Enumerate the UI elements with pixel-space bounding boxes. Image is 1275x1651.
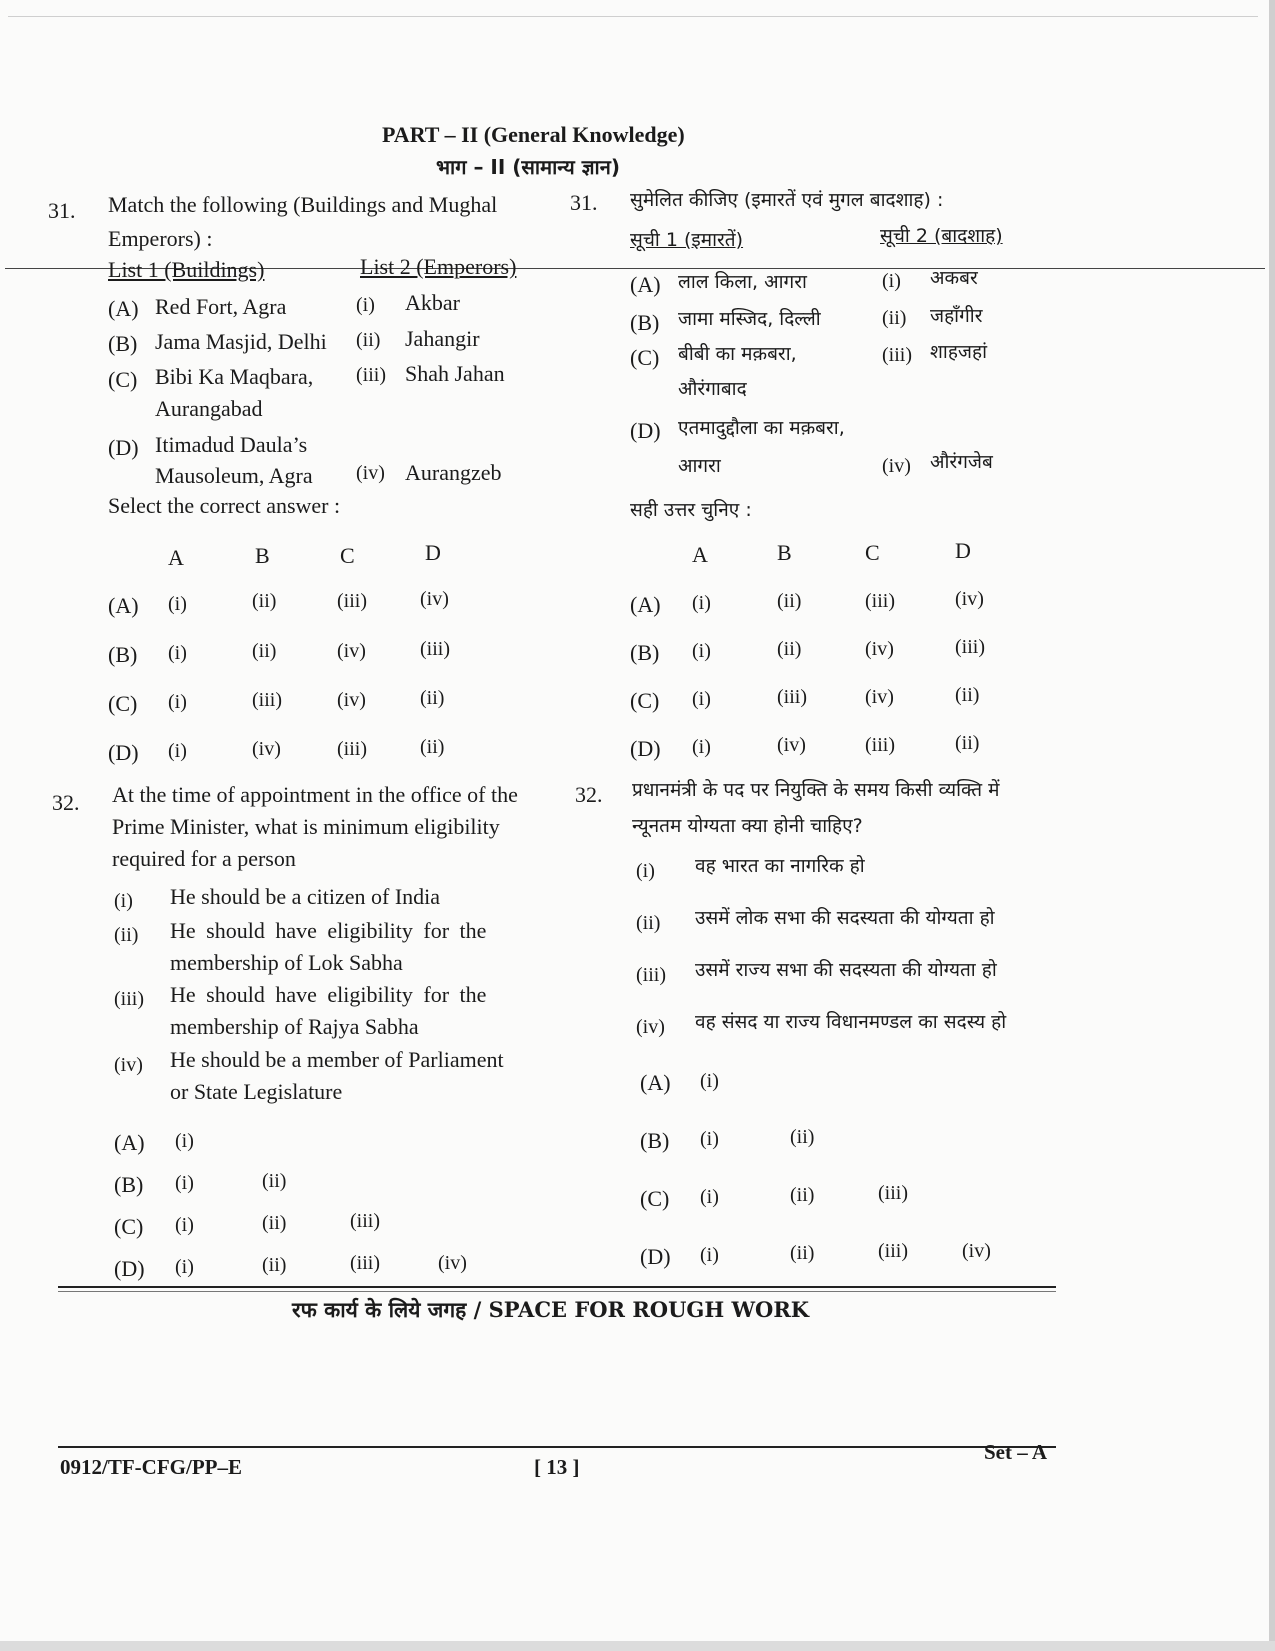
option-value: (iii) (865, 590, 895, 612)
list2-item: औरंगजेब (930, 451, 993, 473)
option-value: (i) (692, 592, 711, 614)
option-label: (B) (108, 642, 138, 667)
statement-label: (iv) (636, 1016, 665, 1038)
list2-label: (iii) (882, 344, 912, 366)
rough-work-divider-thin (58, 1291, 1056, 1292)
statement-label: (ii) (636, 912, 661, 934)
question-number: 31. (570, 190, 598, 215)
option-label: (A) (108, 593, 139, 618)
option-value: (iii) (420, 638, 450, 660)
option-value: (iii) (350, 1210, 380, 1232)
option-value: (i) (175, 1172, 194, 1194)
statement-label: (iv) (114, 1054, 143, 1076)
option-value: (i) (692, 688, 711, 710)
option-value: (iii) (350, 1252, 380, 1274)
statement-label: (ii) (114, 924, 139, 946)
question-number: 31. (48, 198, 76, 223)
question-stem: न्यूनतम योग्यता क्या होनी चाहिए? (632, 815, 863, 837)
scan-line-top (8, 16, 1258, 17)
answer-col-header: B (777, 540, 792, 565)
option-value: (i) (175, 1130, 194, 1152)
option-value: (iv) (337, 689, 366, 711)
option-value: (ii) (790, 1184, 815, 1206)
list1-item: लाल किला, आगरा (678, 271, 807, 293)
option-value: (ii) (955, 684, 980, 706)
statement-label: (iii) (636, 964, 666, 986)
question-stem: सुमेलित कीजिए (इमारतें एवं मुगल बादशाह) : (630, 189, 944, 211)
list1-item: Jama Masjid, Delhi (155, 329, 327, 354)
question-stem: At the time of appointment in the office of the (112, 782, 518, 807)
option-value: (iv) (777, 734, 806, 756)
scan-edge-bottom (0, 1641, 1275, 1651)
option-value: (i) (168, 593, 187, 615)
option-value: (ii) (777, 638, 802, 660)
option-value: (ii) (420, 736, 445, 758)
option-value: (ii) (262, 1254, 287, 1276)
list2-header: List 2 (Emperors) (360, 254, 517, 279)
list2-item: जहाँगीर (930, 305, 983, 327)
answer-col-header: C (865, 540, 880, 565)
option-value: (iii) (337, 590, 367, 612)
list2-label: (ii) (882, 307, 907, 329)
answer-col-header: C (340, 543, 355, 568)
option-label: (A) (630, 592, 661, 617)
option-label: (A) (114, 1130, 145, 1155)
page-number: [ 13 ] (534, 1455, 580, 1479)
rough-work-divider (58, 1286, 1056, 1288)
statement-text: He should be a citizen of India (170, 884, 441, 909)
list1-item: Aurangabad (155, 396, 263, 421)
list2-item: अकबर (930, 267, 978, 289)
statement-label: (i) (636, 860, 655, 882)
statement-text: उसमें लोक सभा की सदस्यता की योग्यता हो (695, 907, 995, 929)
option-label: (B) (640, 1128, 670, 1153)
list1-label: (A) (108, 296, 139, 321)
list2-item: Aurangzeb (405, 460, 502, 485)
option-label: (D) (108, 740, 139, 765)
footer-divider (58, 1446, 1056, 1448)
statement-text: membership of Lok Sabha (170, 950, 403, 975)
question-number: 32. (52, 790, 80, 815)
option-value: (i) (168, 740, 187, 762)
statement-text: or State Legislature (170, 1079, 343, 1104)
option-value: (iii) (337, 738, 367, 760)
option-label: (C) (630, 688, 660, 713)
list1-item: औरंगाबाद (678, 378, 747, 400)
list1-header: List 1 (Buildings) (108, 257, 265, 282)
statement-text: वह संसद या राज्य विधानमण्डल का सदस्य हो (695, 1011, 1007, 1033)
answer-col-header: A (692, 542, 708, 567)
question-stem: required for a person (112, 846, 296, 871)
statement-text: He should be a member of Parliament (170, 1047, 504, 1072)
option-value: (iii) (878, 1240, 908, 1262)
scan-edge-right (1269, 0, 1275, 1651)
set-label: Set – A (984, 1440, 1047, 1464)
option-value: (iv) (865, 638, 894, 660)
option-value: (ii) (252, 640, 277, 662)
option-label: (C) (108, 691, 138, 716)
list1-item: जामा मस्जिद, दिल्ली (678, 308, 821, 330)
list2-item: शाहजहां (930, 341, 988, 363)
option-value: (ii) (262, 1170, 287, 1192)
question-number: 32. (575, 782, 603, 807)
option-value: (iv) (438, 1252, 467, 1274)
statement-label: (i) (114, 890, 133, 912)
option-value: (iv) (420, 588, 449, 610)
answer-col-header: B (255, 543, 270, 568)
list1-item: एतमादुद्दौला का मक़बरा, (678, 417, 845, 439)
statement-text: उसमें राज्य सभा की सदस्यता की योग्यता हो (695, 959, 997, 981)
list1-item: बीबी का मक़बरा, (678, 343, 797, 365)
option-value: (iv) (865, 686, 894, 708)
option-label: (D) (630, 736, 661, 761)
option-value: (ii) (252, 590, 277, 612)
list1-header: सूची 1 (इमारतें) (630, 229, 744, 251)
option-value: (iv) (955, 588, 984, 610)
option-value: (iii) (252, 689, 282, 711)
list1-item: Itimadud Daula’s (155, 432, 308, 457)
option-value: (i) (168, 642, 187, 664)
footer-code: 0912/TF-CFG/PP–E (60, 1455, 242, 1479)
option-value: (iv) (252, 738, 281, 760)
option-value: (i) (700, 1186, 719, 1208)
list2-label: (i) (356, 294, 375, 316)
list1-label: (B) (108, 331, 138, 356)
list1-label: (B) (630, 310, 660, 335)
option-value: (i) (700, 1244, 719, 1266)
list2-item: Shah Jahan (405, 361, 505, 386)
select-answer-text: सही उत्तर चुनिए : (630, 499, 752, 521)
option-label: (C) (640, 1186, 670, 1211)
list2-label: (iv) (882, 455, 911, 477)
option-label: (D) (114, 1256, 145, 1281)
question-stem: प्रधानमंत्री के पद पर नियुक्ति के समय किसी व्यक्ति में (632, 779, 1000, 801)
answer-col-header: D (955, 538, 971, 563)
answer-col-header: A (168, 545, 184, 570)
option-value: (ii) (420, 687, 445, 709)
option-value: (iii) (865, 734, 895, 756)
list1-label: (D) (108, 435, 139, 460)
option-value: (iii) (777, 686, 807, 708)
list1-item: Red Fort, Agra (155, 294, 287, 319)
part-title-hi: भाग – II (सामान्य ज्ञान) (436, 155, 620, 179)
option-value: (ii) (790, 1242, 815, 1264)
option-value: (i) (692, 736, 711, 758)
option-value: (ii) (790, 1126, 815, 1148)
option-label: (B) (114, 1172, 144, 1197)
list2-label: (iii) (356, 364, 386, 386)
list2-item: Jahangir (405, 326, 480, 351)
answer-col-header: D (425, 540, 441, 565)
question-stem: Emperors) : (108, 226, 213, 251)
list1-label: (C) (108, 367, 138, 392)
option-value: (i) (692, 640, 711, 662)
list1-label: (C) (630, 345, 660, 370)
question-stem: Match the following (Buildings and Mughal (108, 192, 498, 217)
statement-text: He should have eligibility for the (170, 918, 487, 943)
option-value: (i) (175, 1256, 194, 1278)
option-label: (C) (114, 1214, 144, 1239)
statement-text: He should have eligibility for the (170, 982, 487, 1007)
list2-item: Akbar (405, 290, 460, 315)
list2-header: सूची 2 (बादशाह) (880, 225, 1003, 247)
option-value: (i) (175, 1214, 194, 1236)
select-answer-text: Select the correct answer : (108, 493, 341, 518)
option-value: (iv) (337, 640, 366, 662)
part-title-en: PART – II (General Knowledge) (382, 122, 685, 147)
list1-item: Mausoleum, Agra (155, 463, 313, 488)
list1-label: (D) (630, 418, 661, 443)
question-stem: Prime Minister, what is minimum eligibility (112, 814, 500, 839)
list1-item: आगरा (678, 455, 721, 477)
option-label: (A) (640, 1070, 671, 1095)
list1-label: (A) (630, 272, 661, 297)
statement-text: membership of Rajya Sabha (170, 1014, 419, 1039)
option-value: (iii) (955, 636, 985, 658)
option-value: (i) (168, 691, 187, 713)
option-value: (ii) (777, 590, 802, 612)
list2-label: (i) (882, 270, 901, 292)
list2-label: (iv) (356, 462, 385, 484)
option-value: (iv) (962, 1240, 991, 1262)
list1-item: Bibi Ka Maqbara, (155, 364, 314, 389)
option-value: (i) (700, 1070, 719, 1092)
option-value: (ii) (955, 732, 980, 754)
statement-text: वह भारत का नागरिक हो (695, 855, 865, 877)
option-label: (B) (630, 640, 660, 665)
statement-label: (iii) (114, 988, 144, 1010)
rough-work-label: रफ कार्य के लिये जगह / SPACE FOR ROUGH WORK (292, 1297, 810, 1322)
option-label: (D) (640, 1244, 671, 1269)
list2-label: (ii) (356, 329, 381, 351)
option-value: (iii) (878, 1182, 908, 1204)
option-value: (i) (700, 1128, 719, 1150)
option-value: (ii) (262, 1212, 287, 1234)
